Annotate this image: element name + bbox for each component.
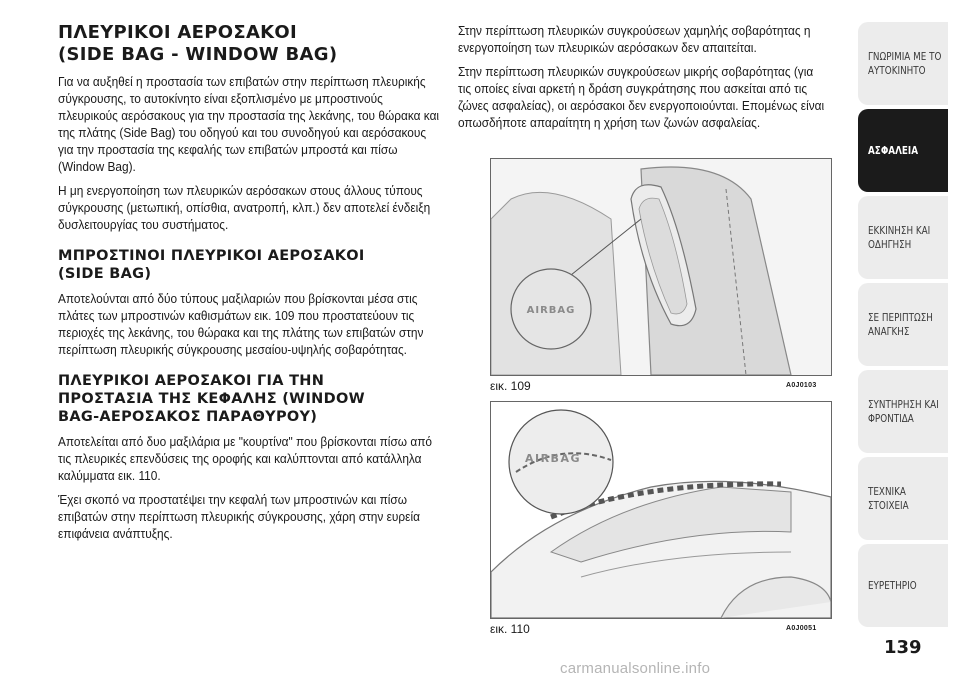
tab-label-line-2: ΟΔΗΓΗΣΗ	[868, 237, 912, 251]
figure-110-caption: εικ. 110	[490, 622, 530, 636]
tab-label-line-1: ΕΥΡΕΤΗΡΙΟ	[868, 578, 917, 592]
seat-airbag-illustration	[491, 159, 831, 375]
tab-label-line-2: ΑΥΤΟΚΙΝΗΤΟ	[868, 63, 926, 77]
minor-severity-paragraph: Στην περίπτωση πλευρικών συγκρούσεων μικρής σοβαρότητας (για τις οποίες είναι αρκετή η δράση συγκράτησης που ασκείται από τις ζώνες ασφαλείας), οι αερόσακοι δεν ενεργοποιούνται. Επομένως είναι οπωσδήποτε απαραίτητη η χρήση των ζωνών ασφαλείας.	[458, 64, 825, 130]
low-severity-paragraph: Στην περίπτωση πλευρικών συγκρούσεων χαμηλής σοβαρότητας η ενεργοποίηση των πλευρικών αερόσακων δεν απαιτείται.	[458, 23, 811, 55]
tab-getting-to-know[interactable]	[858, 22, 948, 105]
tab-label-line-1: ΕΚΚΙΝΗΣΗ ΚΑΙ	[868, 223, 931, 237]
main-title-line-1: ΠΛΕΥΡΙΚΟΙ ΑΕΡΟΣΑΚΟΙ	[58, 22, 298, 43]
window-bag-paragraph-2: Έχει σκοπό να προστατέψει την κεφαλή των μπροστινών και πίσω επιβατών στην περίπτωση πλευρικής σύγκρουσης, χάρη στην ευρεία επιφάνεια ανάπτυξης.	[58, 492, 420, 541]
main-title	[58, 22, 440, 66]
watermark: carmanualsonline.info	[560, 660, 711, 677]
page-number: 139	[884, 637, 922, 658]
left-column	[58, 22, 440, 542]
side-bag-paragraph: Αποτελούνται από δύο τύπους μαξιλαριών που βρίσκονται μέσα στις πλάτες των μπροστινών καθισμάτων εικ. 109 που προστατεύουν τις περιοχές της λεκάνης, του θώρακα και της πλάτης των επιβατών στην περίπτωση πλευρικής σύγκρουσης μεσαίου-υψηλής σοβαρότητας.	[58, 291, 424, 357]
tab-emergency[interactable]	[858, 283, 948, 366]
tab-label-line-1: ΣΕ ΠΕΡΙΠΤΩΣΗ	[868, 310, 933, 324]
window-bag-paragraph-1: Αποτελείται από δυο μαξιλάρια με "κουρτίνα" που βρίσκονται πίσω από τις πλευρικές επενδύσεις της οροφής και καλύπτονται από κατάλληλα καλύμματα εικ. 110.	[58, 434, 432, 483]
figure-side-bag	[490, 158, 832, 376]
tab-label-line-1: ΣΥΝΤΗΡΗΣΗ ΚΑΙ	[868, 397, 939, 411]
tab-label-line-1: ΤΕΧΝΙΚΑ ΣΤΟΙΧΕΙΑ	[868, 484, 909, 512]
car-window-airbag-illustration	[491, 402, 831, 618]
airbag-label: AIRBAG	[524, 452, 582, 465]
window-bag-heading	[58, 372, 440, 426]
airbag-label: AIRBAG	[526, 305, 576, 316]
chapter-tabs	[858, 22, 948, 631]
tab-safety[interactable]	[858, 109, 948, 192]
main-title-line-2: (SIDE BAG - WINDOW BAG)	[58, 44, 338, 65]
tab-label-line-2: ΦΡΟΝΤΙΔΑ	[868, 411, 914, 425]
non-activation-paragraph: Η μη ενεργοποίηση των πλευρικών αερόσακων στους άλλους τύπους σύγκρουσης (μετωπική, οπίσθια, ανατροπή, κλπ.) δεν αποτελεί ένδειξη δυσλειτουργίας του συστήματος.	[58, 183, 431, 232]
intro-paragraph: Για να αυξηθεί η προστασία των επιβατών στην περίπτωση πλευρικής σύγκρουσης, το αυτοκίνητο είναι εξοπλισμένο με μπροστινούς πλευρικούς αερόσακους για την προστασία της λεκάνης, του θώρακα και της πλάτης (Side Bag) του οδηγού και του συνοδηγού και αερόσακους για την προστασία της κεφαλής των επιβατών μπροστά και πίσω (Window Bag).	[58, 74, 440, 174]
figure-109-caption: εικ. 109	[490, 379, 531, 393]
right-column	[458, 22, 828, 131]
window-bag-heading-line-2: ΠΡΟΣΤΑΣΙΑ ΤΗΣ ΚΕΦΑΛΗΣ (WINDOW	[58, 391, 365, 407]
window-bag-heading-line-3: BAG-ΑΕΡΟΣΑΚΟΣ ΠΑΡΑΘΥΡΟΥ)	[58, 409, 318, 425]
window-bag-heading-line-1: ΠΛΕΥΡΙΚΟΙ ΑΕΡΟΣΑΚΟΙ ΓΙΑ ΤΗΝ	[58, 373, 325, 389]
tab-label-line-1: ΑΣΦΑΛΕΙΑ	[868, 143, 919, 157]
side-bag-heading-line-1: ΜΠΡΟΣΤΙΝΟΙ ΠΛΕΥΡΙΚΟΙ ΑΕΡΟΣΑΚΟΙ	[58, 248, 365, 264]
figure-110-code: A0J0051	[786, 625, 817, 632]
tab-label-line-1: ΓΝΩΡΙΜΙΑ ΜΕ ΤΟ	[868, 49, 942, 63]
tab-label-line-2: ΑΝΑΓΚΗΣ	[868, 324, 910, 338]
side-bag-heading	[58, 247, 440, 283]
tab-maintenance[interactable]	[858, 370, 948, 453]
tab-starting-driving[interactable]	[858, 196, 948, 279]
tab-index[interactable]	[858, 544, 948, 627]
tab-technical-data[interactable]	[858, 457, 948, 540]
figure-109-code: A0J0103	[786, 382, 817, 389]
figure-window-bag	[490, 401, 832, 619]
side-bag-heading-line-2: (SIDE BAG)	[58, 266, 152, 282]
